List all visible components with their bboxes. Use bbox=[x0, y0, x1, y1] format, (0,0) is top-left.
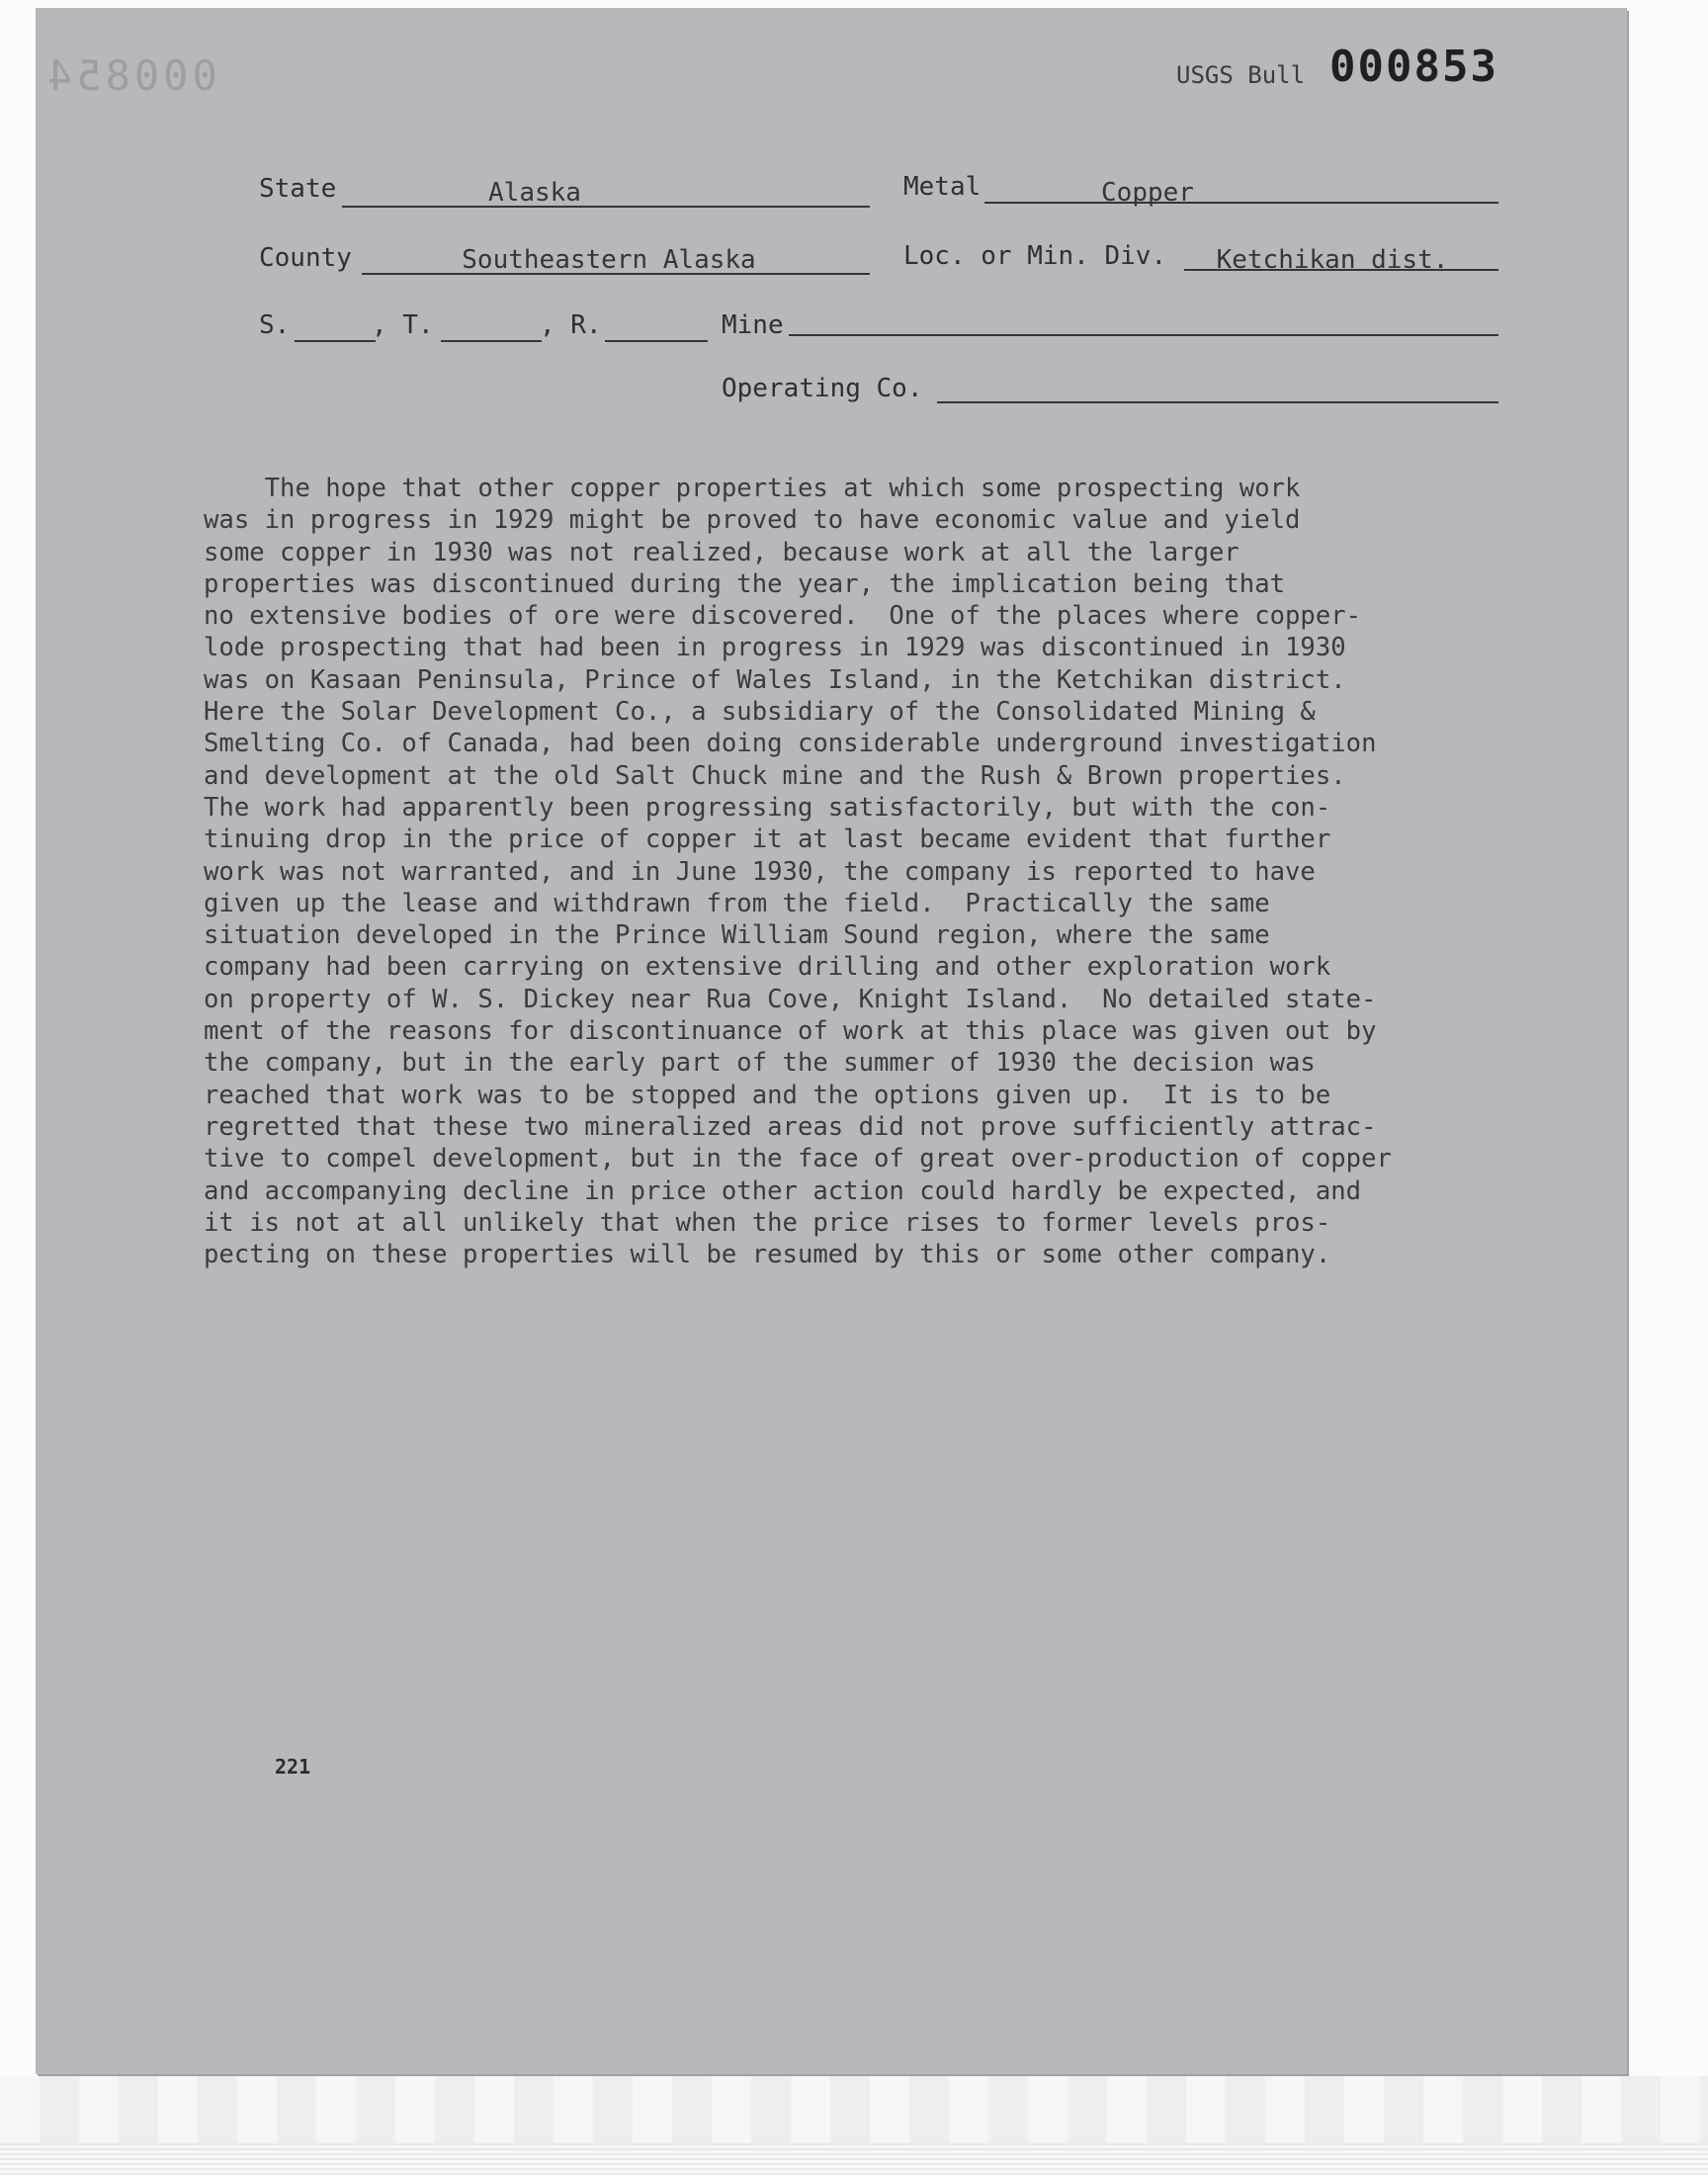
county-label: County bbox=[259, 243, 352, 273]
body-line: the company, but in the early part of the summer of 1930 the decision was bbox=[204, 1048, 1316, 1079]
range-line bbox=[605, 340, 708, 342]
township-label: , T. bbox=[372, 310, 434, 340]
body-line: given up the lease and withdrawn from the field. Practically the same bbox=[204, 888, 1270, 918]
metal-value: Copper bbox=[1101, 178, 1194, 208]
body-line: Smelting Co. of Canada, had been doing considerable underground investigation bbox=[204, 729, 1377, 759]
body-line: situation developed in the Prince William Sound region, where the same bbox=[204, 920, 1270, 951]
loc-value: Ketchikan dist. bbox=[1216, 245, 1449, 275]
operating-co-line bbox=[937, 401, 1498, 403]
body-line: company had been carrying on extensive drilling and other exploration work bbox=[204, 952, 1331, 983]
body-line: properties was discontinued during the year, the implication being that bbox=[204, 568, 1286, 599]
body-line: tinuing drop in the price of copper it at last became evident that further bbox=[204, 825, 1331, 855]
loc-label: Loc. or Min. Div. bbox=[903, 241, 1167, 271]
operating-co-label: Operating Co. bbox=[722, 374, 923, 403]
body-line: reached that work was to be stopped and the options given up. It is to be bbox=[204, 1080, 1331, 1110]
body-line: on property of W. S. Dickey near Rua Cove, Knight Island. No detailed state- bbox=[204, 984, 1377, 1014]
body-line: Here the Solar Development Co., a subsidiary of the Consolidated Mining & bbox=[204, 697, 1316, 728]
body-line: regretted that these two mineralized areas did not prove sufficiently attrac- bbox=[204, 1111, 1377, 1142]
body-line: and development at the old Salt Chuck mine and the Rush & Brown properties. bbox=[204, 760, 1346, 791]
state-value: Alaska bbox=[488, 178, 581, 208]
bulletin-stamp-number: 000853 bbox=[1329, 42, 1498, 92]
body-line: tive to compel development, but in the face of great over-production of copper bbox=[204, 1144, 1392, 1174]
body-line: no extensive bodies of ore were discovered. One of the places where copper- bbox=[204, 601, 1362, 632]
section-label: S. bbox=[259, 310, 291, 340]
county-value: Southeastern Alaska bbox=[462, 245, 756, 275]
township-line bbox=[441, 340, 542, 342]
body-line: The work had apparently been progressing satisfactorily, but with the con- bbox=[204, 792, 1331, 823]
body-line: pecting on these properties will be resumed by this or some other company. bbox=[204, 1240, 1331, 1270]
body-line: The hope that other copper properties at which some prospecting work bbox=[204, 474, 1301, 503]
body-line: was in progress in 1929 might be proved to have economic value and yield bbox=[204, 505, 1301, 536]
body-line: and accompanying decline in price other action could hardly be expected, and bbox=[204, 1175, 1362, 1206]
body-line: some copper in 1930 was not realized, because work at all the larger bbox=[204, 537, 1239, 567]
body-line: lode prospecting that had been in progress in 1929 was discontinued in 1930 bbox=[204, 633, 1346, 663]
body-line: ment of the reasons for discontinuance of work at this place was given out by bbox=[204, 1016, 1377, 1047]
range-label: , R. bbox=[540, 310, 602, 340]
metal-label: Metal bbox=[903, 172, 982, 202]
body-line: work was not warranted, and in June 1930, the company is reported to have bbox=[204, 856, 1316, 887]
section-line bbox=[295, 340, 376, 342]
page-number: 221 bbox=[275, 1755, 311, 1779]
scanner-edge bbox=[0, 2143, 1708, 2175]
body-paragraph bbox=[204, 473, 1508, 1270]
body-line: was on Kasaan Peninsula, Prince of Wales Island, in the Ketchikan district. bbox=[204, 664, 1346, 695]
state-label: State bbox=[259, 174, 337, 204]
mirrored-stamp-number: 000854 bbox=[43, 51, 217, 100]
body-line: it is not at all unlikely that when the price rises to former levels pros- bbox=[204, 1207, 1331, 1238]
mine-label: Mine bbox=[722, 310, 784, 340]
bulletin-label: USGS Bull bbox=[1176, 61, 1306, 89]
mine-line bbox=[789, 334, 1498, 336]
